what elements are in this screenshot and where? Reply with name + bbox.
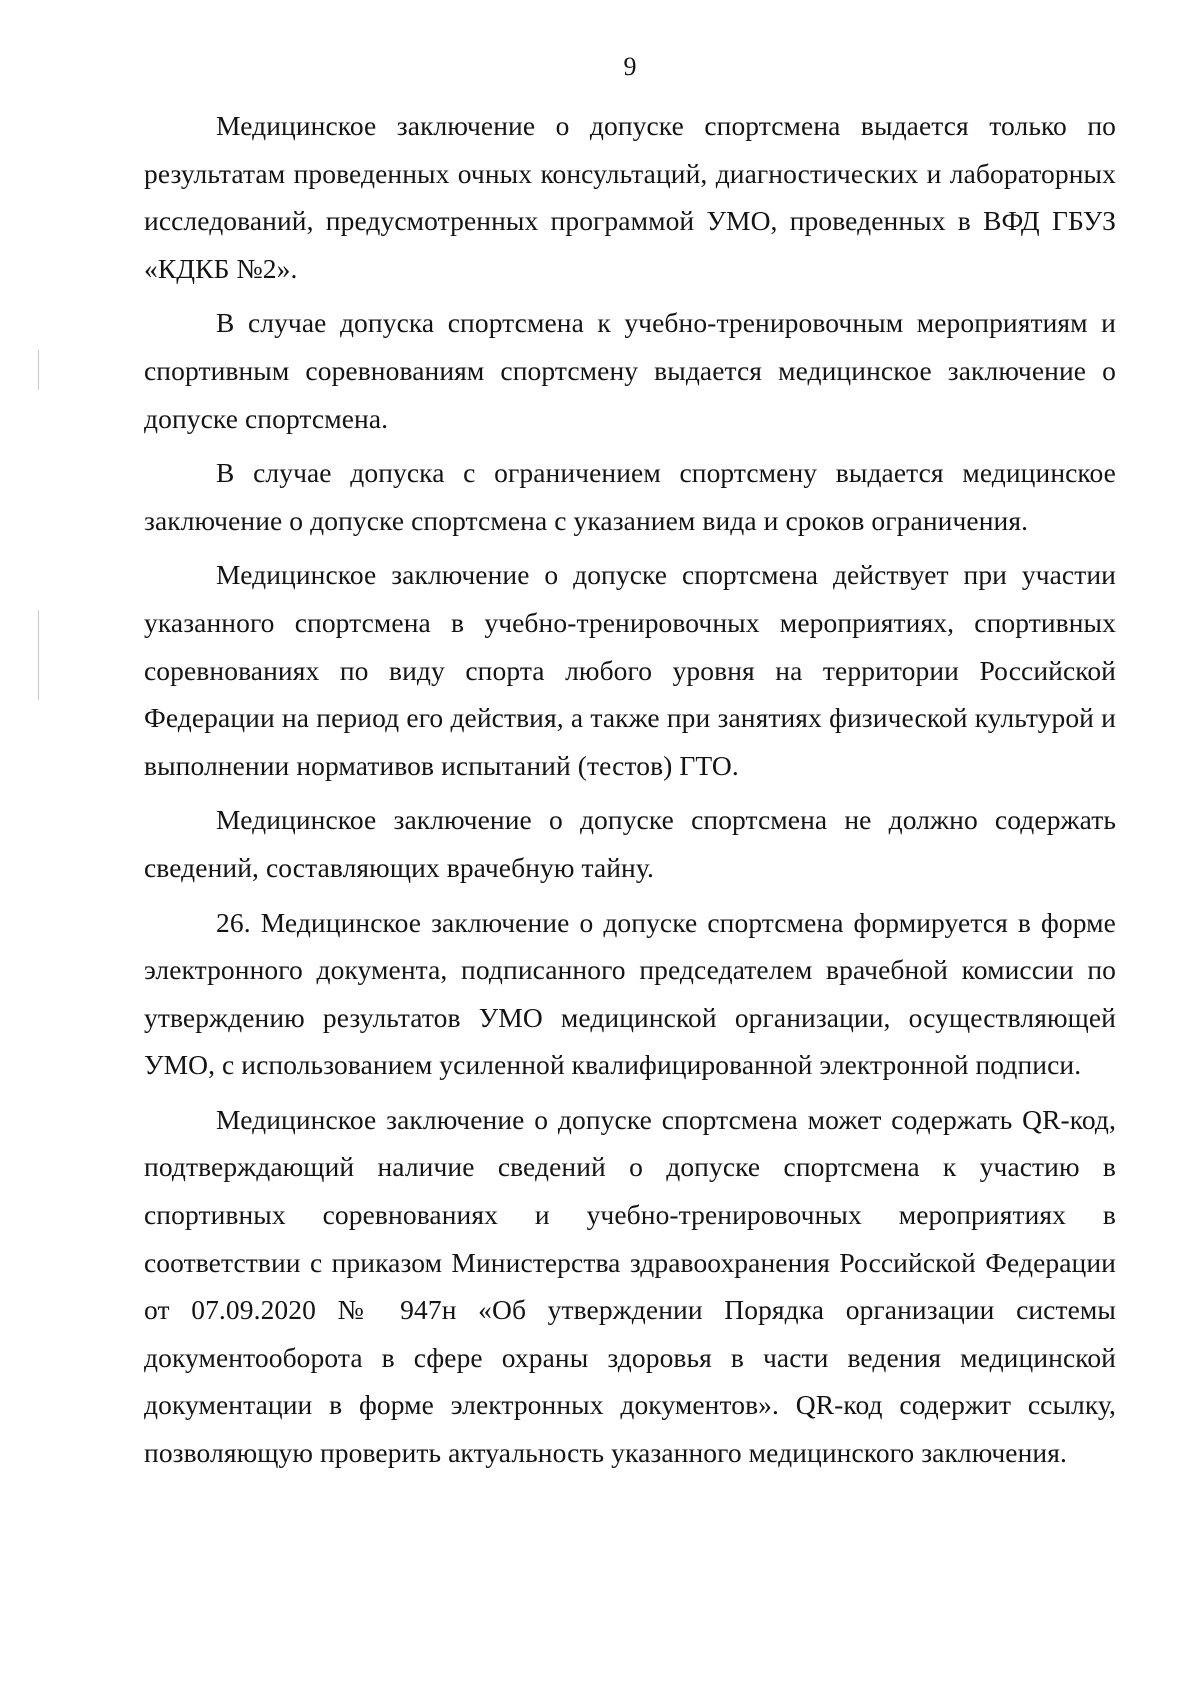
paragraph-electronic-form: 26. Медицинское заключение о допуске спортсмена формируется в форме электронного документа, подписанного председателем врачебной комиссии по утверждению результатов УМО медицинской организации, осуществляющей УМО, с использованием усиленной квалифицированной электронной подписи. <box>144 906 1116 1081</box>
page-number: 9 <box>623 52 637 81</box>
paragraph-qr-code: Медицинское заключение о допуске спортсмена может содержать QR-код, подтверждающий наличие сведений о допуске спортсмена к участию в спортивных соревнованиях и учебно-тренировочных мероприятиях в соответствии с приказом Министерства здравоохранения Российской Федерации от 07.09.2020 № 947н «Об утверждении Порядка организации системы документооборота в сфере охраны здоровья в части ведения медицинской документации в форме электронных документов». QR-код содержит ссылку, позволяющую проверить актуальность указанного медицинского заключения. <box>144 1103 1116 1469</box>
scan-artifact-line <box>38 350 39 390</box>
paragraph-admission-restricted: В случае допуска с ограничением спортсмену выдается медицинское заключение о допуске спортсмена с указанием вида и сроков ограничения. <box>144 457 1116 536</box>
paragraph-admission-basis: Медицинское заключение о допуске спортсмена выдается только по результатам проведенных очных консультаций, диагностических и лабораторных исследований, предусмотренных программой УМО, проведенных в ВФД ГБУЗ «КДКБ №2». <box>144 110 1116 284</box>
paragraph-validity: Медицинское заключение о допуске спортсмена действует при участии указанного спортсмена в учебно-тренировочных мероприятиях, спортивных соревнованиях по виду спорта любого уровня на территории Российской Федерации на период его действия, а также при занятиях физической культурой и выполнении нормативов испытаний (тестов) ГТО. <box>144 559 1116 781</box>
paragraph-confidentiality: Медицинское заключение о допуске спортсмена не должно содержать сведений, составляющих врачебную тайну. <box>144 804 1116 883</box>
scan-artifact-line <box>38 610 39 700</box>
document-body <box>144 102 1116 1477</box>
paragraph-admission-issued: В случае допуска спортсмена к учебно-тренировочным мероприятиям и спортивным соревнованиям спортсмену выдается медицинское заключение о допуске спортсмена. <box>144 307 1116 434</box>
